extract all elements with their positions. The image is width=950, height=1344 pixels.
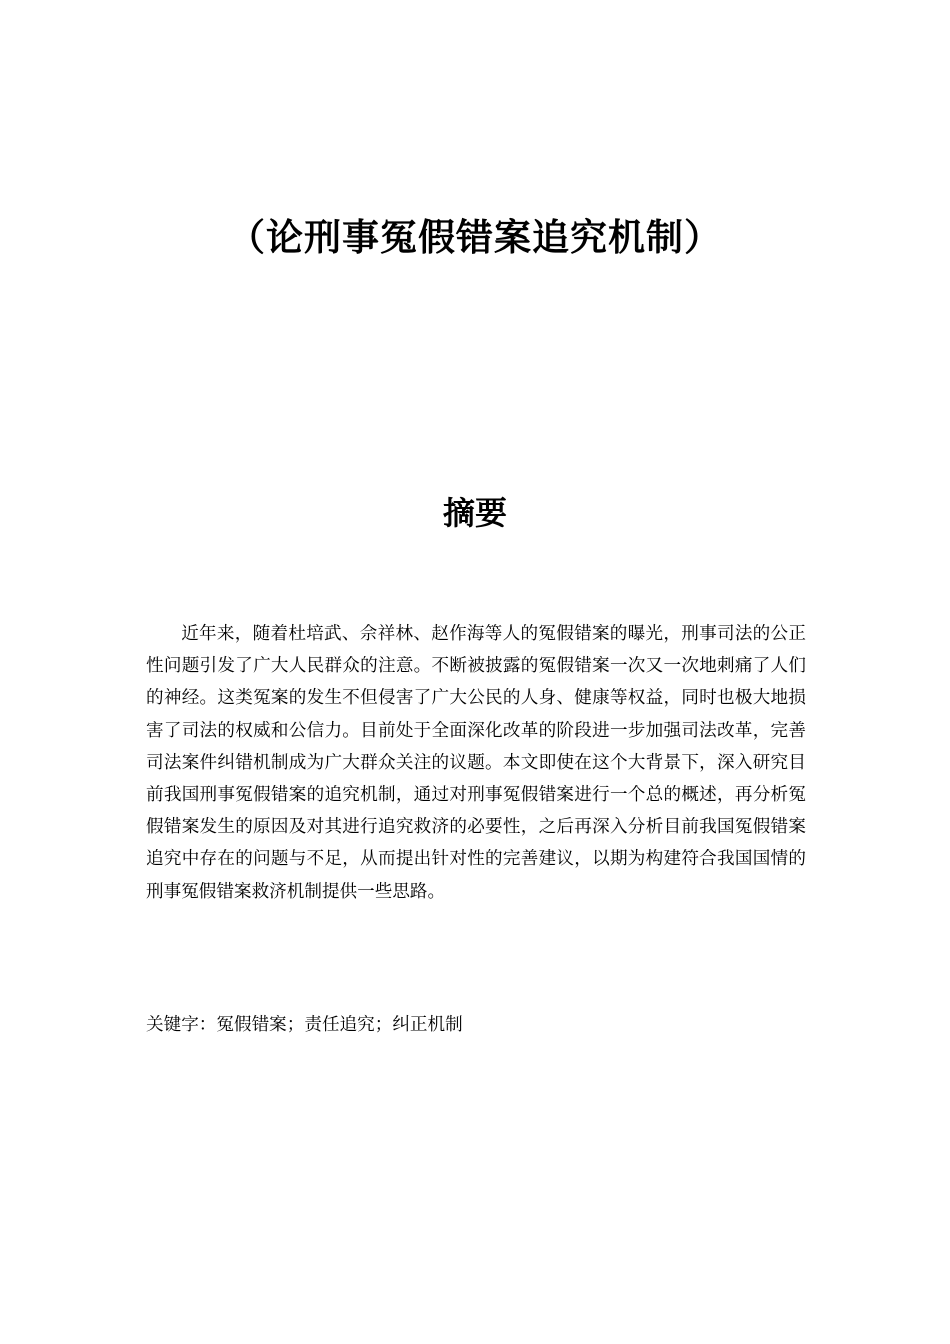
abstract-heading: 摘要 [442, 494, 507, 532]
keywords-line: 关键字：冤假错案；责任追究；纠正机制 [146, 1015, 463, 1035]
abstract-paragraph: 近年来，随着杜培武、佘祥林、赵作海等人的冤假错案的曝光，刑事司法的公正性问题引发了广大人民群众的注意。不断被披露的冤假错案一次又一次地刺痛了人们的神经。这类冤案的发生不但侵害了广大公民的人身、健康等权益，同时也极大地损害了司法的权威和公信力。目前处于全面深化改革的阶段进一步加强司法改革，完善司法案件纠错机制成为广大群众关注的议题。本文即使在这个大背景下，深入研究目前我国刑事冤假错案的追究机制，通过对刑事冤假错案进行一个总的概述，再分析冤假错案发生的原因及对其进行追究救济的必要性，之后再深入分析目前我国冤假错案追究中存在的问题与不足，从而提出针对性的完善建议，以期为构建符合我国国情的刑事冤假错案救济机制提供一些思路。 [146, 624, 806, 902]
document-title: （论刑事冤假错案追究机制） [228, 216, 722, 259]
